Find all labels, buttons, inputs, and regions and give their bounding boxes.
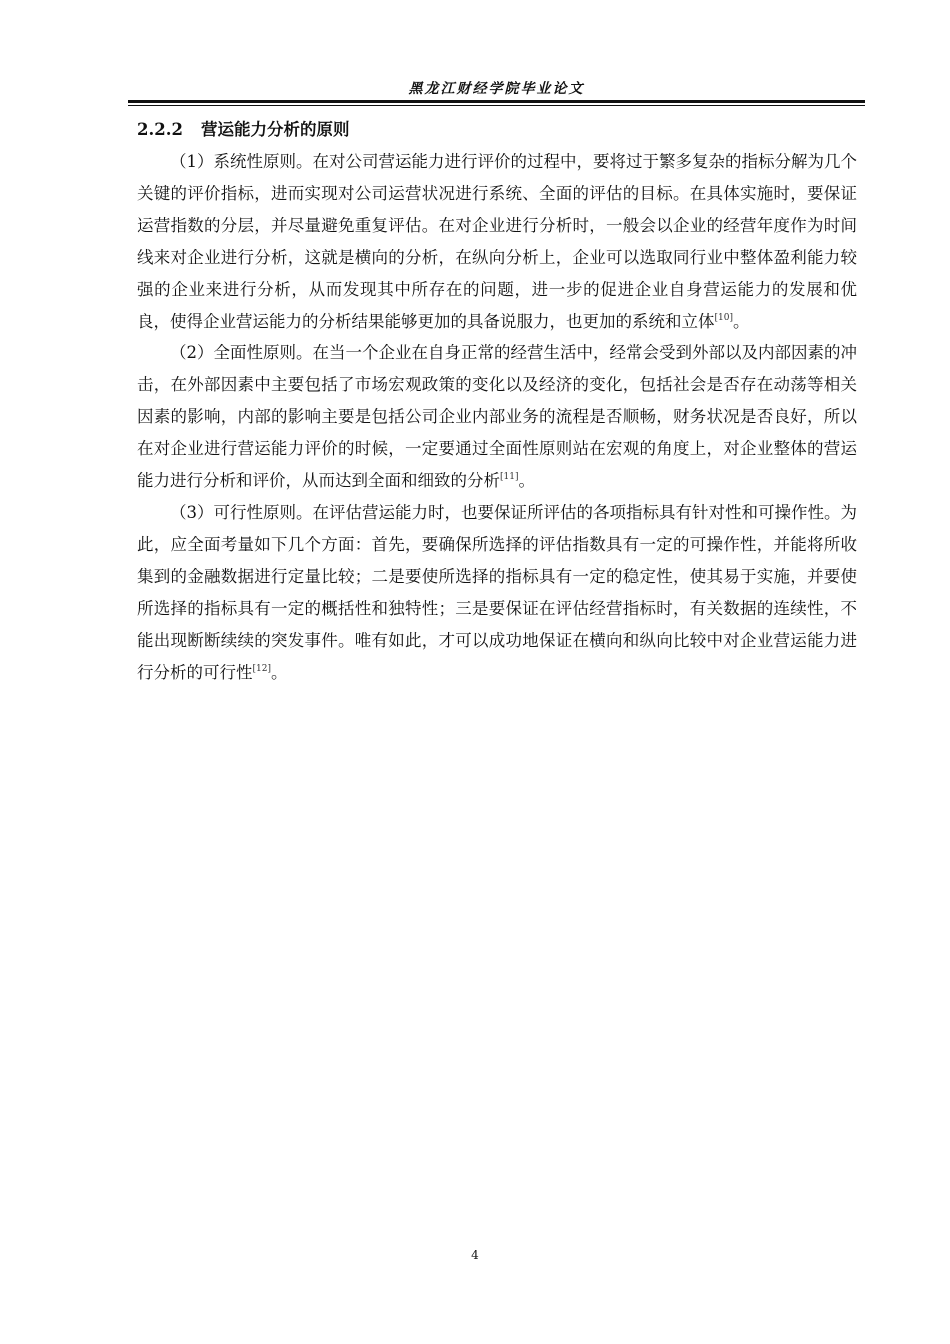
paragraph-text: （2）全面性原则。在当一个企业在自身正常的经营生活中，经常会受到外部以及内部因素的冲击，在外部因素中主要包括了市场宏观政策的变化以及经济的变化，包括社会是否存在动荡等相关因素的影响，内部的影响主要是包括公司企业内部业务的流程是否顺畅，财务状况是否良好，所以在对企业进行营运能力评价的时候，一定要通过全面性原则站在宏观的角度上，对企业整体的营运能力进行分析和评价，从而达到全面和细致的分析 bbox=[137, 343, 857, 491]
section-number: 2.2.2 bbox=[137, 120, 183, 139]
paragraph-text: （1）系统性原则。在对公司营运能力进行评价的过程中，要将过于繁多复杂的指标分解为几个关键的评价指标，进而实现对公司运营状况进行系统、全面的评估的目标。在具体实施时，要保证运营指数的分层，并尽量避免重复评估。在对企业进行分析时，一般会以企业的经营年度作为时间线来对企业进行分析，这就是横向的分析，在纵向分析上，企业可以选取同行业中整体盈利能力较强的企业来进行分析，从而发现其中所存在的问题，进一步的促进企业自身营运能力的发展和优良，使得企业营运能力的分析结果能够更加的具备说服力，也更加的系统和立体 bbox=[137, 152, 857, 331]
section-title: 营运能力分析的原则 bbox=[200, 120, 350, 139]
paragraph-comprehensive-principle bbox=[137, 337, 857, 497]
paragraph-end: 。 bbox=[732, 311, 750, 331]
citation-ref: [11] bbox=[500, 472, 519, 483]
paragraph-text: （3）可行性原则。在评估营运能力时，也要保证所评估的各项指标具有针对性和可操作性。为此，应全面考量如下几个方面：首先，要确保所选择的评估指数具有一定的可操作性，并能将所收集到的金融数据进行定量比较；二是要使所选择的指标具有一定的稳定性，使其易于实施，并要使所选择的指标具有一定的概括性和独特性；三是要保证在评估经营指标时，有关数据的连续性，不能出现断断续续的突发事件。唯有如此，才可以成功地保证在横向和纵向比较中对企业营运能力进行分析的可行性 bbox=[137, 502, 857, 682]
paragraph-end: 。 bbox=[270, 662, 288, 682]
paragraph-feasibility-principle bbox=[137, 497, 857, 688]
section-heading bbox=[137, 114, 857, 146]
document-body bbox=[137, 114, 857, 688]
citation-ref: [10] bbox=[714, 312, 733, 323]
header-rule-thick bbox=[128, 100, 865, 103]
paragraph-systematic-principle bbox=[137, 146, 857, 337]
header-rule-thin bbox=[128, 105, 865, 106]
page-number: 4 bbox=[471, 1248, 479, 1262]
paragraph-end: 。 bbox=[518, 471, 535, 491]
citation-ref: [12] bbox=[252, 663, 271, 674]
page-header-title: 黑龙江财经学院毕业论文 bbox=[408, 81, 585, 97]
